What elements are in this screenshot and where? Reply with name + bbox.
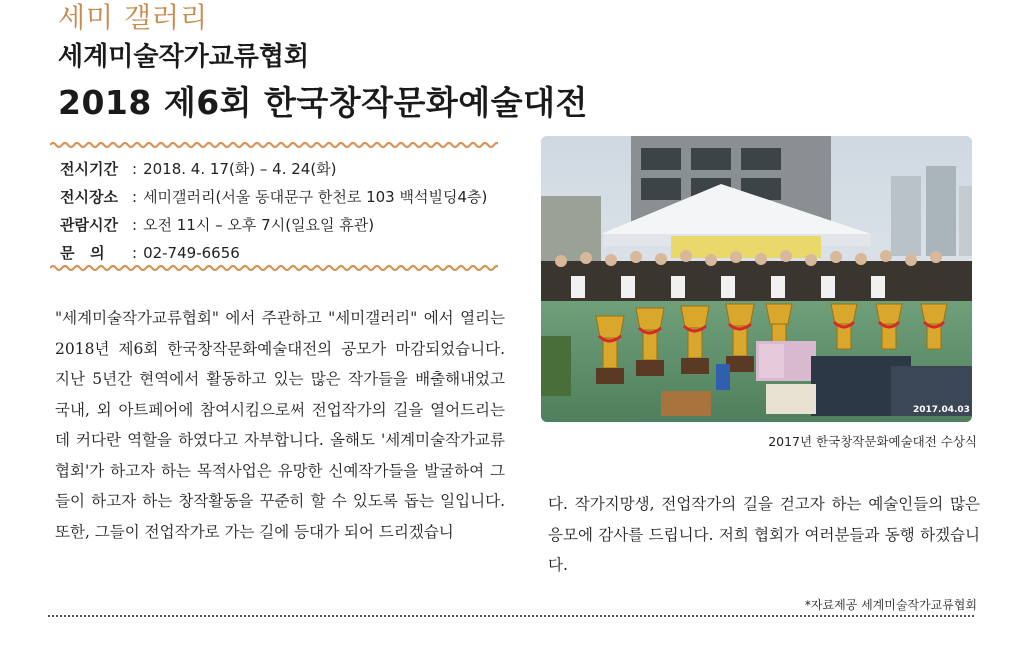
- info-hours-row: [60, 211, 487, 239]
- hours-value: 오전 11시 – 오후 7시(일요일 휴관): [143, 216, 375, 234]
- bottom-dotted-divider: [48, 615, 974, 617]
- contact-value: 02-749-6656: [143, 244, 240, 262]
- awards-ceremony-photo: [541, 136, 972, 422]
- hours-label: 관람시간: [60, 216, 118, 234]
- source-credit: *자료제공 세계미술작가교류협회: [804, 598, 977, 612]
- period-label: 전시기간: [60, 160, 118, 178]
- info-venue-row: [60, 183, 487, 211]
- exhibition-info: [60, 155, 487, 267]
- info-contact-row: [60, 239, 487, 267]
- wavy-divider-top: [50, 141, 498, 149]
- article-body-right: 다. 작가지망생, 전업작가의 길을 걷고자 하는 예술인들의 많은 응모에 감사를 드립니다. 저희 협회가 여러분들과 동행 하겠습니다.: [548, 495, 980, 574]
- exhibition-title: 2018 제6회 한국창작문화예술대전: [58, 83, 588, 122]
- organization-title: 세계미술작가교류협회: [58, 42, 310, 72]
- separator: :: [132, 188, 138, 206]
- separator: :: [132, 160, 138, 178]
- photo-date-stamp: 2017.04.03: [913, 405, 970, 415]
- wavy-divider-bottom: [50, 264, 498, 272]
- info-period-row: [60, 155, 487, 183]
- separator: :: [132, 216, 138, 234]
- gallery-name: 세미 갤러리: [58, 1, 209, 34]
- separator: :: [132, 244, 138, 262]
- photo-caption: 2017년 한국창작문화예술대전 수상식: [768, 434, 977, 449]
- article-body-left: "세계미술작가교류협회" 에서 주관하고 "세미갤러리" 에서 열리는 2018년 제6회 한국창작문화예술대전의 공모가 마감되었습니다. 지난 5년간 현역에서 활동하고 있는 많은 작가들을 배출해내었고 국내, 외 아트페어에 참여시킴으로써 전업작가의 길을 열어드리는데 커다란 역할을 하였다고 자부합니다. 올해도 '세계미술작가교류협회'가 하고자 하는 목적사업은 유망한 신예작가들을 발굴하여 그들이 하고자 하는 창작활동을 꾸준히 할 수 있도록 돕는 일입니다. 또한, 그들이 전업작가로 가는 길에 등대가 되어 드리겠습니: [55, 309, 505, 541]
- period-value: 2018. 4. 17(화) – 4. 24(화): [143, 160, 337, 178]
- venue-label: 전시장소: [60, 188, 118, 206]
- venue-value: 세미갤러리(서울 동대문구 한천로 103 백석빌딩4층): [143, 188, 488, 206]
- contact-label: 문 의: [60, 244, 105, 262]
